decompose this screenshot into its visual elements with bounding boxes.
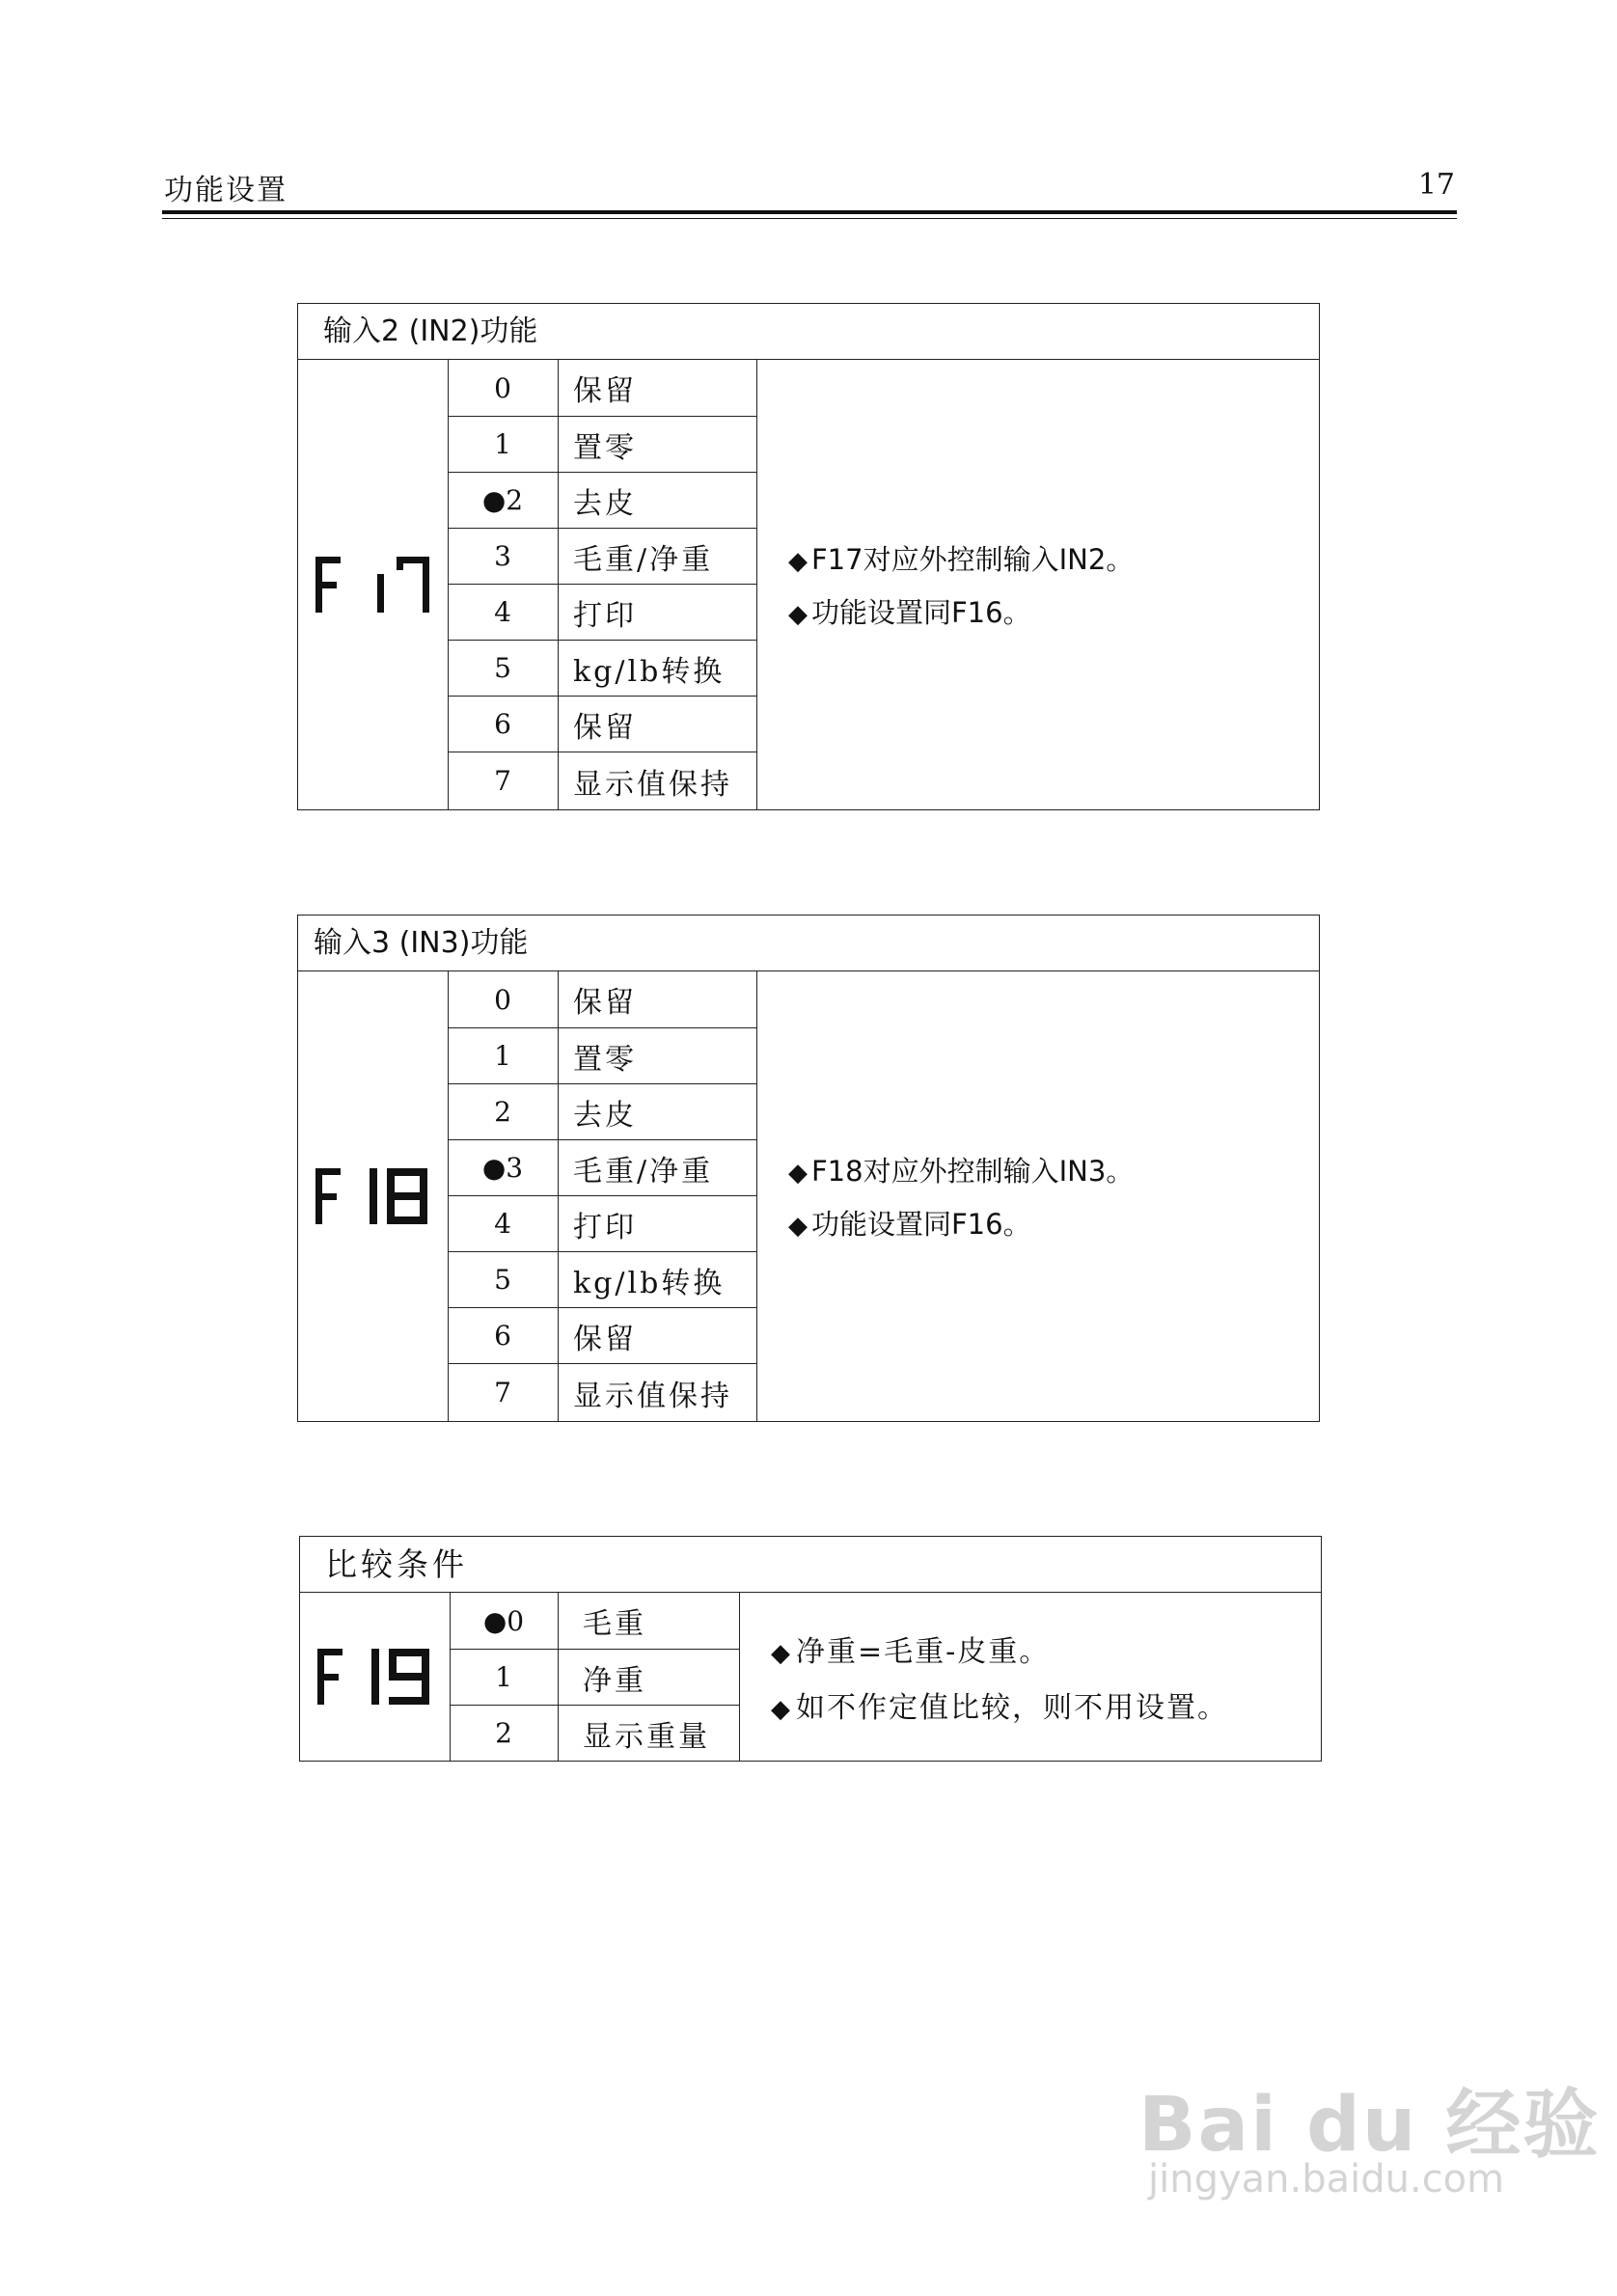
- option-label: 打印: [573, 1210, 637, 1244]
- option-label: 去皮: [573, 486, 637, 521]
- option-row: [448, 1307, 756, 1363]
- notes-cell: [788, 360, 1319, 809]
- page-header-title: 功能设置: [164, 174, 288, 207]
- note-text: 如不作定值比较，则不用设置。: [796, 1691, 1228, 1725]
- column-divider: [756, 971, 757, 1421]
- function-table-f19: [299, 1536, 1322, 1762]
- section-title: 输入3 (IN3)功能: [298, 916, 1319, 971]
- option-value: 0: [494, 983, 511, 1016]
- option-row: [448, 640, 756, 696]
- header-rule-thin: [162, 218, 1457, 219]
- option-row-selected: [448, 472, 756, 528]
- note-text: 净重=毛重-皮重。: [796, 1635, 1051, 1669]
- option-row: [448, 1027, 756, 1083]
- option-value: ●0: [482, 1604, 525, 1637]
- diamond-bullet-icon: ◆: [771, 1695, 792, 1724]
- option-label: 保留: [573, 374, 637, 408]
- note-item: [788, 1150, 1319, 1189]
- section-title: 比较条件: [300, 1537, 1321, 1593]
- option-label: kg/lb转换: [573, 654, 726, 689]
- option-label: 显示值保持: [573, 767, 732, 802]
- option-value: 7: [494, 765, 511, 797]
- option-row-selected: [448, 1139, 756, 1195]
- option-row: [448, 1083, 756, 1139]
- option-label: 显示重量: [583, 1719, 710, 1754]
- option-label: 置零: [573, 1042, 637, 1077]
- option-label: 打印: [573, 598, 637, 633]
- note-item: [788, 538, 1319, 578]
- option-row: [448, 584, 756, 640]
- option-label: 毛重/净重: [573, 1154, 714, 1189]
- option-value: 0: [494, 371, 511, 404]
- seven-seg-code-f17: [298, 360, 448, 809]
- option-value: 1: [494, 1040, 511, 1072]
- notes-cell: [771, 1593, 1321, 1761]
- page-number: 17: [1417, 168, 1455, 202]
- section-title: 输入2 (IN2)功能: [298, 304, 1319, 360]
- option-label: 保留: [573, 986, 637, 1020]
- option-value: 7: [494, 1377, 511, 1408]
- option-row: [450, 1705, 739, 1761]
- function-table-f18: [297, 915, 1320, 1422]
- column-divider: [739, 1593, 740, 1761]
- diamond-bullet-icon: ◆: [771, 1639, 792, 1668]
- note-item: [788, 1203, 1319, 1243]
- option-row: [448, 1251, 756, 1307]
- option-row: [448, 752, 756, 809]
- note-item: [771, 1683, 1321, 1726]
- option-row: [448, 696, 756, 752]
- option-label: 保留: [573, 710, 637, 745]
- note-text: F18对应外控制输入IN3。: [811, 1155, 1135, 1188]
- option-value: 3: [494, 540, 511, 572]
- function-table-f17: [297, 303, 1320, 810]
- note-item: [771, 1627, 1321, 1670]
- option-row: [448, 416, 756, 472]
- diamond-bullet-icon: ◆: [788, 547, 808, 576]
- diamond-bullet-icon: ◆: [788, 1212, 808, 1241]
- seven-segment-display-icon: [317, 1645, 433, 1708]
- option-value: 4: [494, 1208, 511, 1240]
- watermark-url: jingyan.baidu.com: [1148, 2157, 1505, 2201]
- watermark-brand: Bai du 经验: [1138, 2082, 1601, 2169]
- option-value: 6: [494, 708, 511, 740]
- note-text: 功能设置同F16。: [811, 596, 1031, 629]
- option-row-selected: [450, 1593, 739, 1649]
- option-value: ●3: [481, 1152, 524, 1184]
- option-label: kg/lb转换: [573, 1266, 726, 1300]
- seven-seg-code-f18: [298, 971, 448, 1421]
- option-label: 净重: [583, 1663, 646, 1698]
- option-row: [448, 1195, 756, 1251]
- option-row: [448, 360, 756, 416]
- option-value: 1: [494, 428, 511, 460]
- option-value: 2: [494, 1096, 511, 1128]
- seven-seg-code-f19: [300, 1593, 450, 1761]
- option-value: 2: [495, 1717, 512, 1749]
- option-label: 毛重: [583, 1607, 646, 1641]
- option-row: [448, 528, 756, 584]
- watermark: [1138, 2064, 1601, 2201]
- seven-segment-display-icon: [315, 1164, 431, 1228]
- option-value: ●2: [481, 484, 524, 516]
- option-row: [450, 1649, 739, 1705]
- option-row: [448, 1363, 756, 1421]
- option-label: 置零: [573, 430, 637, 465]
- option-value: 5: [494, 1264, 511, 1296]
- note-text: F17对应外控制输入IN2。: [811, 543, 1135, 576]
- option-value: 6: [494, 1320, 511, 1352]
- note-item: [788, 591, 1319, 631]
- option-label: 保留: [573, 1322, 637, 1356]
- option-label: 去皮: [573, 1098, 637, 1133]
- diamond-bullet-icon: ◆: [788, 600, 808, 629]
- option-row: [448, 971, 756, 1027]
- option-value: 4: [494, 596, 511, 628]
- option-value: 5: [494, 652, 511, 684]
- note-text: 功能设置同F16。: [811, 1208, 1031, 1241]
- column-divider: [756, 360, 757, 809]
- diamond-bullet-icon: ◆: [788, 1159, 808, 1188]
- seven-segment-display-icon: [315, 553, 431, 616]
- option-value: 1: [495, 1661, 512, 1693]
- header-rule: [162, 210, 1457, 214]
- option-label: 显示值保持: [573, 1379, 732, 1413]
- option-label: 毛重/净重: [573, 542, 714, 577]
- notes-cell: [788, 971, 1319, 1421]
